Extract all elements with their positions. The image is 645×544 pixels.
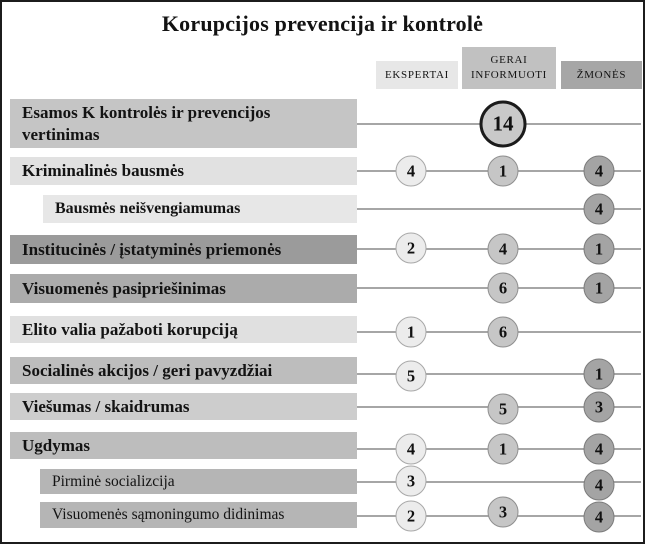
value-label: 2: [406, 238, 416, 257]
value-label: 4: [594, 199, 604, 218]
value-label: 5: [406, 366, 416, 385]
column-header-gerai-informuoti: GERAI INFORMUOTI: [462, 47, 556, 89]
value-circle-gerai-informuoti: [488, 317, 519, 348]
value-label: 5: [498, 399, 508, 418]
category-label: Bausmės neišvengiamumas: [55, 200, 241, 217]
category-label: Visuomenės sąmoningumo didinimas: [52, 506, 285, 524]
value-circle-zmones: [584, 392, 615, 423]
value-label: 4: [594, 507, 604, 526]
value-circle-gerai-informuoti: [488, 394, 519, 425]
category-label: Pirminė socializcija: [52, 472, 175, 490]
value-circle-ekspertai: [396, 233, 427, 264]
value-circle-zmones: [584, 434, 615, 465]
category-label: Institucinės / įstatyminės priemonės: [22, 239, 282, 259]
value-label: 2: [406, 506, 416, 525]
value-circle-ekspertai: [396, 317, 427, 348]
category-bar: [10, 357, 357, 384]
category-bar: [10, 274, 357, 303]
category-bar: [10, 316, 357, 343]
value-label: 1: [594, 239, 604, 258]
value-label: 6: [498, 278, 508, 297]
category-label: Ugdymas: [22, 435, 91, 455]
value-label: 4: [498, 239, 508, 258]
value-circle-zmones: [584, 156, 615, 187]
value-label: 3: [594, 397, 604, 416]
value-circle-zmones: [584, 359, 615, 390]
value-circle-ekspertai: [396, 434, 427, 465]
category-label: Esamos K kontrolės ir prevencijos vertinimas: [22, 103, 271, 144]
category-bar: [10, 235, 357, 264]
category-label: Kriminalinės bausmės: [22, 161, 184, 181]
column-header-zmones: ŽMONĖS: [561, 61, 642, 89]
category-bar: [40, 502, 357, 528]
value-circle-gerai-informuoti: [480, 101, 527, 148]
category-bar: [43, 195, 357, 223]
category-bar: [10, 157, 357, 185]
value-label: 6: [498, 322, 508, 341]
value-circle-gerai-informuoti: [488, 156, 519, 187]
value-label: 1: [498, 161, 508, 180]
value-circle-zmones: [584, 502, 615, 533]
value-circle-zmones: [584, 194, 615, 225]
value-label: 4: [594, 475, 604, 494]
value-label: 14: [492, 111, 514, 136]
value-label: 1: [498, 439, 508, 458]
value-circle-zmones: [584, 273, 615, 304]
value-circle-zmones: [584, 234, 615, 265]
value-circle-ekspertai: [396, 156, 427, 187]
category-label: Elito valia pažaboti korupciją: [22, 319, 238, 339]
value-circle-gerai-informuoti: [488, 273, 519, 304]
value-circle-gerai-informuoti: [488, 434, 519, 465]
value-label: 4: [406, 161, 416, 180]
value-label: 4: [406, 439, 416, 458]
value-label: 4: [594, 439, 604, 458]
category-label: Viešumas / skaidrumas: [22, 396, 190, 416]
category-bar: [40, 469, 357, 494]
value-label: 1: [594, 278, 604, 297]
figure-title: Korupcijos prevencija ir kontrolė: [161, 11, 484, 36]
category-bar: [10, 432, 357, 459]
value-circle-ekspertai: [396, 466, 427, 497]
category-bar: [10, 393, 357, 420]
value-circle-gerai-informuoti: [488, 497, 519, 528]
value-circle-ekspertai: [396, 361, 427, 392]
value-circle-ekspertai: [396, 501, 427, 532]
value-label: 1: [406, 322, 416, 341]
value-label: 3: [406, 471, 416, 490]
category-bar: [10, 99, 357, 148]
category-label: Visuomenės pasipriešinimas: [22, 278, 226, 298]
value-circle-gerai-informuoti: [488, 234, 519, 265]
value-circle-zmones: [584, 470, 615, 501]
value-label: 3: [498, 502, 508, 521]
column-header-ekspertai: EKSPERTAI: [376, 61, 458, 89]
value-label: 1: [594, 364, 604, 383]
value-label: 4: [594, 161, 604, 180]
category-label: Socialinės akcijos / geri pavyzdžiai: [22, 360, 273, 380]
